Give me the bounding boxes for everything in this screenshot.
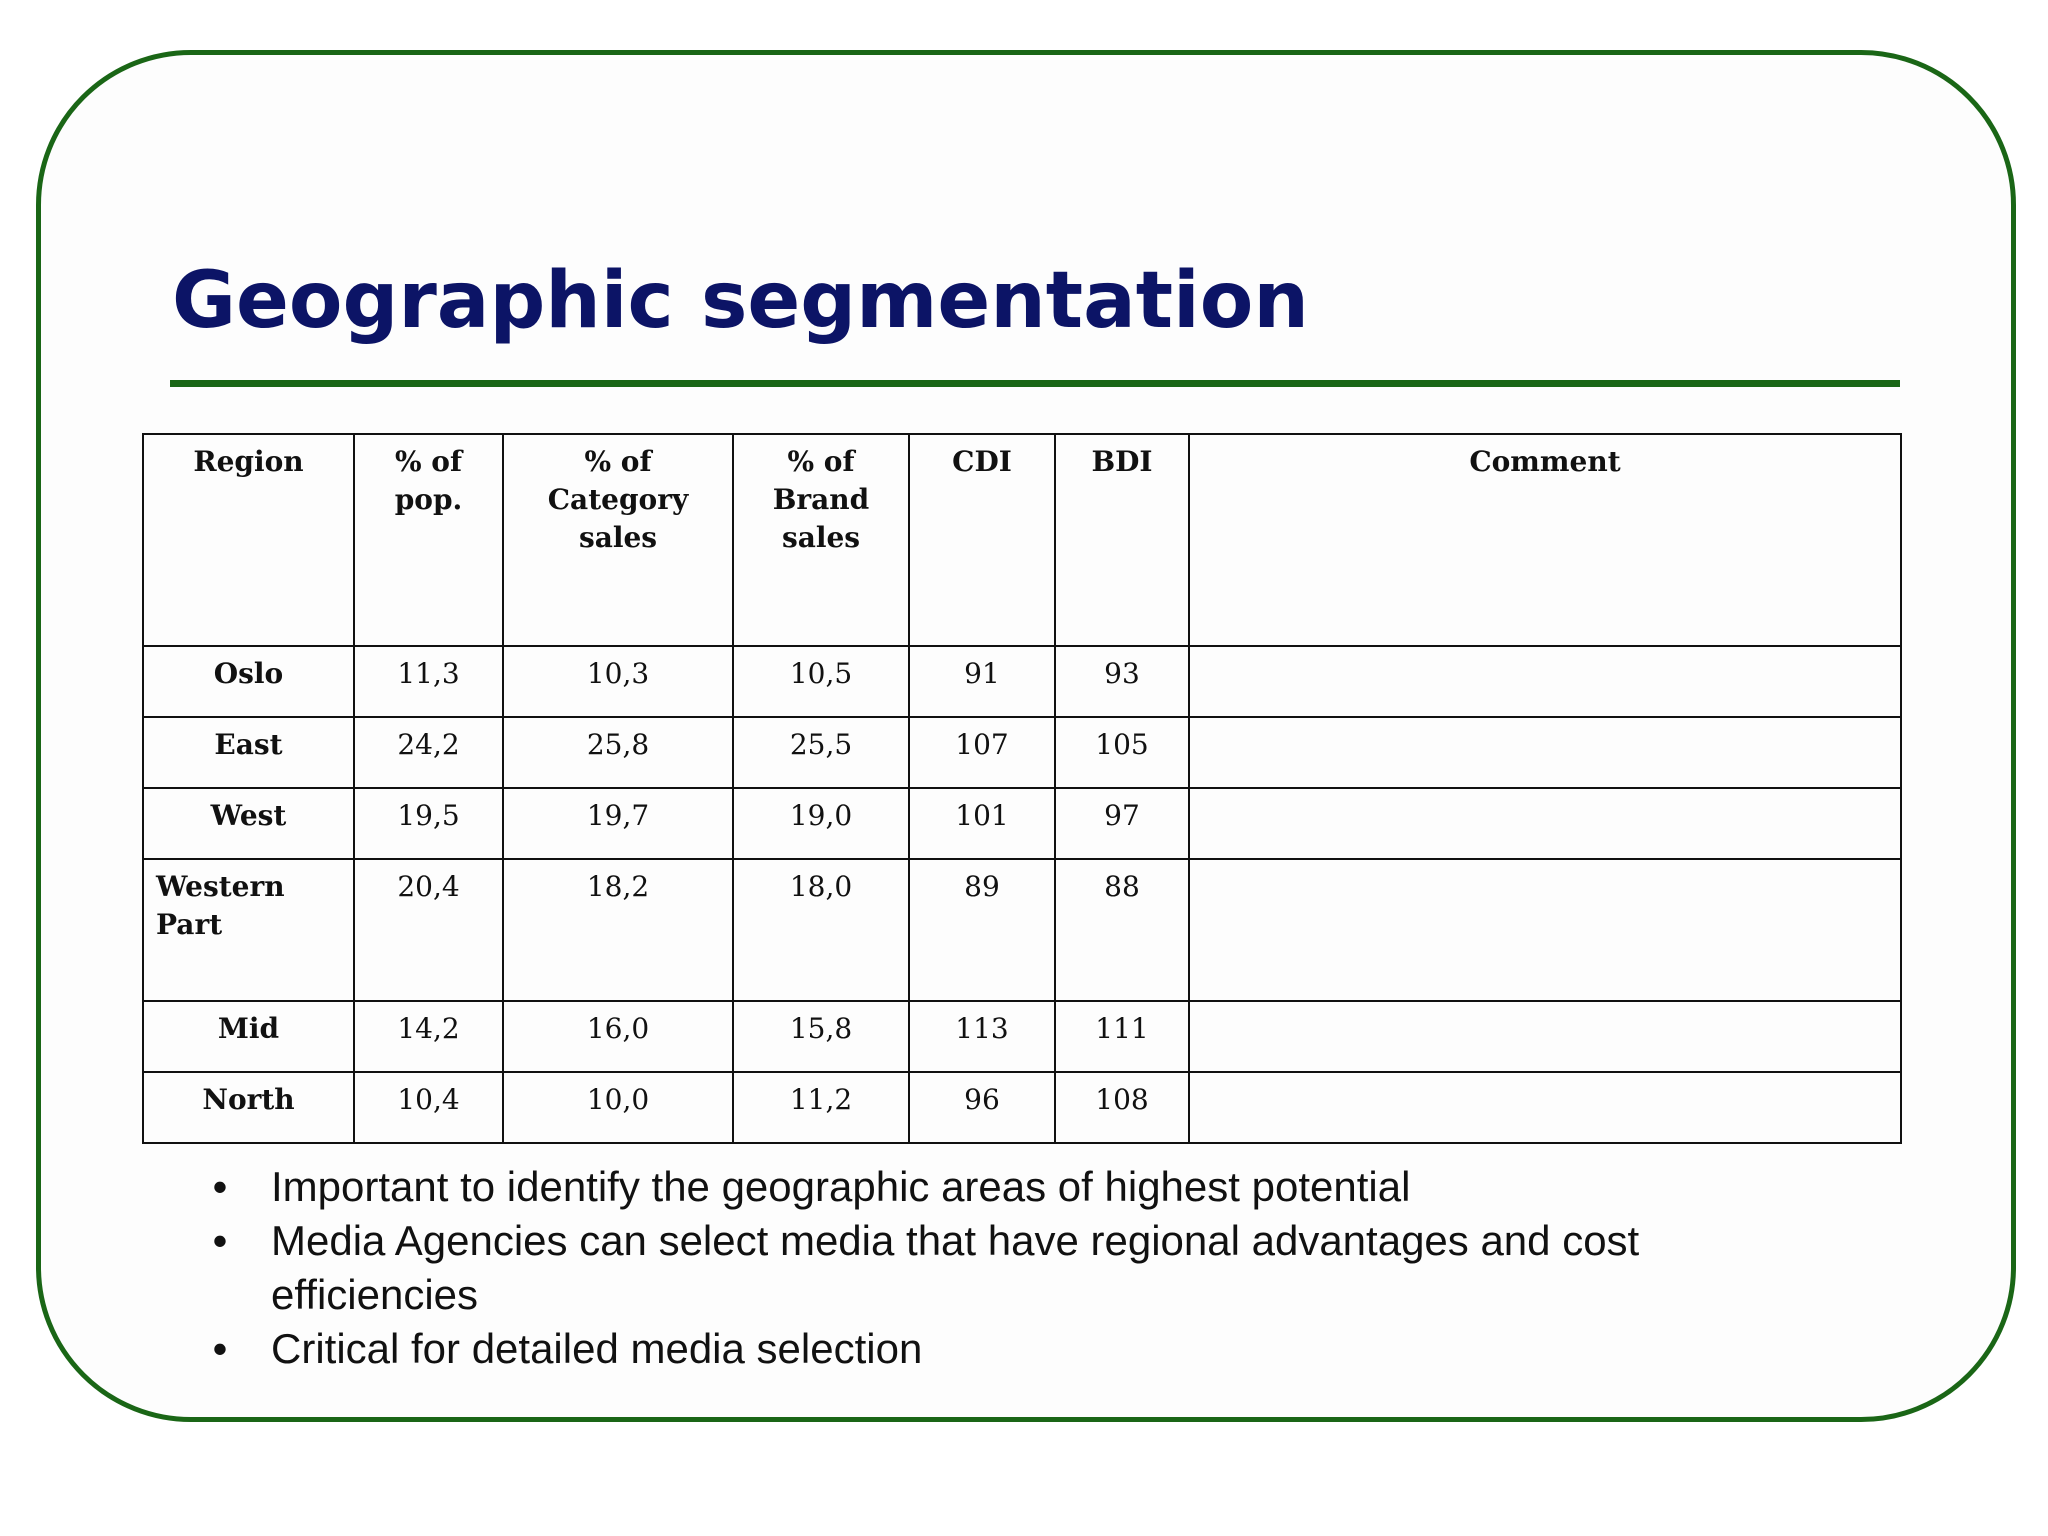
cell-category: 25,8: [503, 717, 733, 788]
cell-bdi: 93: [1055, 646, 1189, 717]
cell-pop: 14,2: [354, 1001, 503, 1072]
header-comment: Comment: [1189, 434, 1901, 646]
table-row: [143, 646, 1901, 717]
header-bdi: BDI: [1055, 434, 1189, 646]
cell-category: 10,0: [503, 1072, 733, 1143]
bullet-item: [205, 1322, 1825, 1376]
cell-brand: 11,2: [733, 1072, 909, 1143]
cell-comment: [1189, 859, 1901, 1001]
bullet-item: [205, 1214, 1825, 1322]
cell-brand: 15,8: [733, 1001, 909, 1072]
bullet-marker: •: [212, 1325, 228, 1372]
cell-region: West: [143, 788, 354, 859]
cell-brand: 18,0: [733, 859, 909, 1001]
bullet-text: Critical for detailed media selection: [271, 1325, 923, 1372]
segmentation-table: [142, 433, 1902, 1144]
cell-cdi: 101: [909, 788, 1055, 859]
cell-bdi: 97: [1055, 788, 1189, 859]
cell-brand: 10,5: [733, 646, 909, 717]
bullet-text: Important to identify the geographic areas of highest potential: [271, 1163, 1411, 1210]
header-region: Region: [143, 434, 354, 646]
cell-region: Western Part: [143, 859, 354, 1001]
cell-pop: 20,4: [354, 859, 503, 1001]
cell-pop: 19,5: [354, 788, 503, 859]
cell-comment: [1189, 1001, 1901, 1072]
cell-region: North: [143, 1072, 354, 1143]
cell-bdi: 111: [1055, 1001, 1189, 1072]
cell-region: Mid: [143, 1001, 354, 1072]
cell-category: 19,7: [503, 788, 733, 859]
cell-pop: 24,2: [354, 717, 503, 788]
bullet-marker: •: [212, 1217, 228, 1264]
cell-brand: 19,0: [733, 788, 909, 859]
cell-comment: [1189, 646, 1901, 717]
table-row: [143, 1001, 1901, 1072]
cell-region: East: [143, 717, 354, 788]
table-row: [143, 859, 1901, 1001]
cell-bdi: 105: [1055, 717, 1189, 788]
table-row: [143, 788, 1901, 859]
table-header-row: [143, 434, 1901, 646]
cell-bdi: 88: [1055, 859, 1189, 1001]
header-brand-sales: % of Brand sales: [733, 434, 909, 646]
cell-brand: 25,5: [733, 717, 909, 788]
cell-cdi: 107: [909, 717, 1055, 788]
bullet-list: [205, 1160, 1825, 1376]
cell-comment: [1189, 1072, 1901, 1143]
bullet-item: [205, 1160, 1825, 1214]
header-category-sales: % of Category sales: [503, 434, 733, 646]
cell-comment: [1189, 788, 1901, 859]
cell-category: 16,0: [503, 1001, 733, 1072]
cell-category: 18,2: [503, 859, 733, 1001]
cell-category: 10,3: [503, 646, 733, 717]
cell-bdi: 108: [1055, 1072, 1189, 1143]
cell-pop: 10,4: [354, 1072, 503, 1143]
header-cdi: CDI: [909, 434, 1055, 646]
cell-cdi: 113: [909, 1001, 1055, 1072]
cell-cdi: 96: [909, 1072, 1055, 1143]
table-row: [143, 717, 1901, 788]
cell-cdi: 91: [909, 646, 1055, 717]
table-row: [143, 1072, 1901, 1143]
cell-region: Oslo: [143, 646, 354, 717]
bullet-marker: •: [212, 1163, 228, 1210]
cell-pop: 11,3: [354, 646, 503, 717]
cell-cdi: 89: [909, 859, 1055, 1001]
header-pop: % of pop.: [354, 434, 503, 646]
cell-comment: [1189, 717, 1901, 788]
title-underline: [170, 380, 1900, 387]
bullet-text: Media Agencies can select media that have regional advantages and cost efficiencies: [271, 1217, 1640, 1318]
slide-title: Geographic segmentation: [172, 256, 1309, 346]
